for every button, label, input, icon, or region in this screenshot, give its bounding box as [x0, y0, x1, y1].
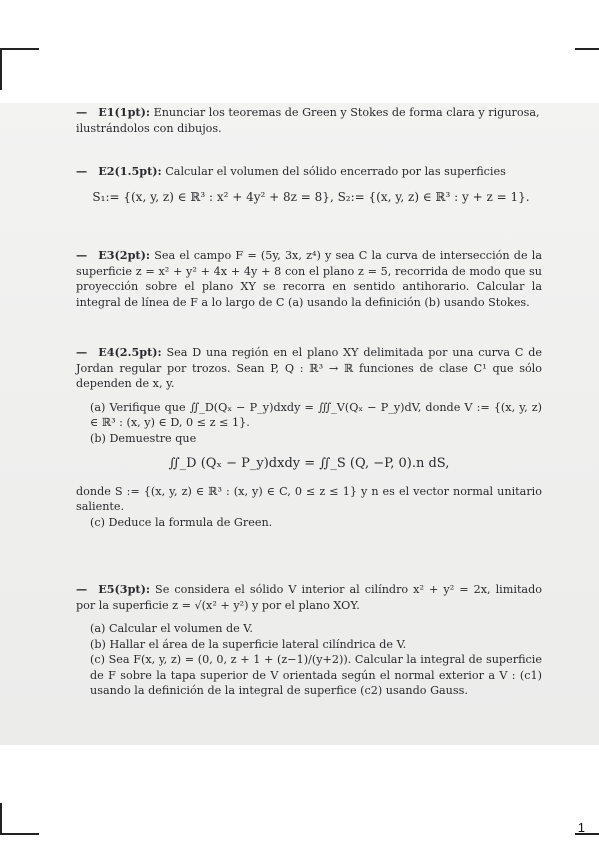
exercise-4-after-text: donde S := {(x, y, z) ∈ ℝ³ : (x, y) ∈ C, 0 ≤ z ≤ 1} y n es el vector normal unitario saliente.: [76, 484, 542, 513]
exercise-1-text: Enunciar los teoremas de Green y Stokes de forma clara y rigurosa, ilustrándolos con dibujos.: [76, 106, 540, 135]
exercise-2-formula: S₁:= {(x, y, z) ∈ ℝ³ : x² + 4y² + 8z = 8}, S₂:= {(x, y, z) ∈ ℝ³ : y + z = 1}.: [92, 189, 530, 204]
exercise-5-text: Se considera el sólido V interior al cilíndro x² + y² = 2x, limitado por la superficie z = √(x² + y²) y por el plano XOY.: [76, 583, 543, 612]
exercise-5-part-b: (b) Hallar el área de la superficie lateral cilíndrica de V.: [90, 637, 407, 651]
exercise-4-part-a: (a) Verifique que ∬_D(Qₓ − P_y)dxdy = ∭_V(Qₓ − P_y)dV, donde V := {(x, y, z) ∈ ℝ³ : (x, y) ∈ D, 0 ≤ z ≤ 1}.: [90, 400, 542, 429]
exercise-4: — E4(2.5pt): Sea D una región en el plano XY delimitada por una curva C de Jordan regular por trozos. Sean P, Q : ℝ³ → ℝ funciones de clase C¹ que sólo dependen de x, y. (a) Verifique que ∬_D(Qₓ − P_y)dxdy = ∭_V(Qₓ − P_y)dV, donde V := {(x, y, z) ∈ ℝ³ : (x, y) ∈ D, 0 ≤ z ≤ 1}. (b) Demuestre que ∬_D (Qₓ − P_y)dxdy = ∬_S (Q, −P, 0).n dS, donde S := {(x, y, z) ∈ ℝ³ : (x, y) ∈ C, 0 ≤ z ≤ 1} y n es el vector normal unitario saliente. (c) Deduce la formula de Green.: [76, 345, 542, 529]
exercise-5-part-c: (c) Sea F(x, y, z) = (0, 0, z + 1 + (z−1)/(y+2)). Calcular la integral de superficie de F sobre la tapa superior de V orientada según el normal exterior a V : (c1) usando la definición de la integral de superfice (c2) usando Gauss.: [90, 653, 542, 697]
exercise-5-title: E5(3pt):: [98, 582, 150, 596]
exercise-2: — E2(1.5pt): Calcular el volumen del sólido encerrado por las superficies S₁:= {(x, y, z) ∈ ℝ³ : x² + 4y² + 8z = 8}, S₂:= {(x, y, z) ∈ ℝ³ : y + z = 1}.: [76, 164, 546, 205]
exercise-4-part-c: (c) Deduce la formula de Green.: [90, 515, 273, 529]
exercise-3: — E3(2pt): Sea el campo F = (5y, 3x, z⁴) y sea C la curva de intersección de la superficie z = x² + y² + 4x + 4y + 8 con el plano z = 5, recorrida de modo que su proyección sobre el plano XY se recorra en sentido antihorario. Calcular la integral de línea de F a lo largo de C (a) usando la definición (b) usando Stokes.: [76, 248, 543, 309]
exercise-3-text: Sea el campo F = (5y, 3x, z⁴) y sea C la curva de intersección de la superficie z = x² + y² + 4x + 4y + 8 con el plano z = 5, recorrida de modo que su proyección sobre el plano XY se recorra en sentido antihorario. Calcular la integral de línea de F a lo largo de C (a) usando la definición (b) usando Stokes.: [76, 249, 543, 309]
crop-mark-bottom-left-horizontal: [0, 833, 39, 835]
exercise-1-title: E1(1pt):: [98, 105, 150, 119]
crop-mark-top-right-horizontal: [575, 48, 599, 50]
exercise-2-text: Calcular el volumen del sólido encerrado por las superficies: [165, 165, 506, 178]
exercise-5: — E5(3pt): Se considera el sólido V interior al cilíndro x² + y² = 2x, limitado por la superficie z = √(x² + y²) y por el plano XOY. (a) Calcular el volumen de V. (b) Hallar el área de la superficie lateral cilíndrica de V. (c) Sea F(x, y, z) = (0, 0, z + 1 + (z−1)/(y+2)). Calcular la integral de superficie de F sobre la tapa superior de V orientada según el normal exterior a V : (c1) usando la definición de la integral de superfice (c2) usando Gauss.: [76, 582, 543, 697]
exercise-4-text: Sea D una región en el plano XY delimitada por una curva C de Jordan regular por trozos. Sean P, Q : ℝ³ → ℝ funciones de clase C¹ que sólo dependen de x, y.: [76, 346, 542, 390]
exercise-1: — E1(1pt): Enunciar los teoremas de Green y Stokes de forma clara y rigurosa, ilustrándolos con dibujos.: [76, 105, 540, 135]
exercise-3-title: E3(2pt):: [98, 248, 150, 262]
exercise-4-part-b: (b) Demuestre que: [90, 431, 197, 445]
exercise-4-title: E4(2.5pt):: [98, 345, 162, 359]
exercise-4-formula: ∬_D (Qₓ − P_y)dxdy = ∬_S (Q, −P, 0).n dS,: [168, 456, 450, 471]
crop-mark-top-left-horizontal: [0, 48, 39, 50]
crop-mark-bottom-left-vertical: [0, 803, 2, 835]
crop-mark-top-left-vertical: [0, 48, 2, 90]
exercise-5-part-a: (a) Calcular el volumen de V.: [90, 622, 253, 635]
page-number: 1: [577, 820, 585, 835]
exercise-2-title: E2(1.5pt):: [98, 164, 162, 178]
